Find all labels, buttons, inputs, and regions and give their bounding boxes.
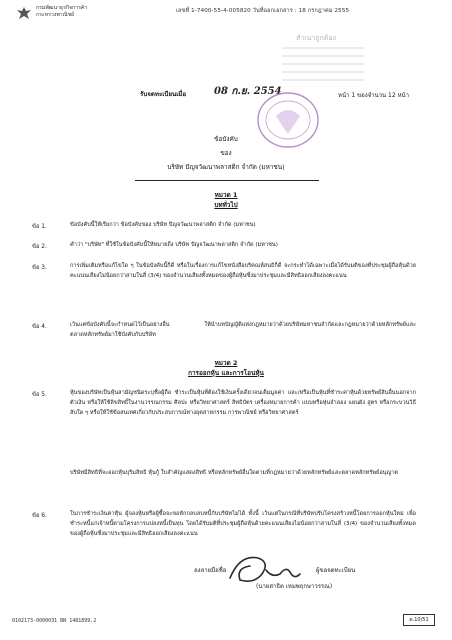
clause-text: เว้นแต่ข้อบังคับนี้จะกำหนดไว้เป็นอย่างอื่น ให้นำบทบัญญัติแห่งกฎหมายว่าด้วยบริษัทมหาชนจำกัดและกฎหมายว่าด้วยหลักทรัพย์และตลาดหลักทรัพย์มาใช้บังคับกับบริษัท (70, 322, 416, 338)
form-number-box: ต.10/51 (403, 614, 435, 626)
page-count: หน้า 1 ของจำนวน 12 หน้า (338, 92, 410, 99)
document-title: ข้อบังคับ (214, 135, 238, 143)
department-line2: กระทรวงพาณิชย์ (36, 12, 75, 18)
copy-stamp-text: สำเนาถูกต้อง (296, 34, 336, 42)
title-of: ของ (220, 149, 232, 157)
section2-subheading: การออกหุ้น และการโอนหุ้น (188, 369, 264, 377)
document-reference: เลขที่ 1-7400-55-4-005820 วันที่ออกเอกสาร : 18 กรกฎาคม 2555 (176, 8, 350, 14)
footer-code: 0102173-0000031 BN 1481899.2 (12, 618, 97, 624)
clause-text: การเพิ่มเติมหรือแก้ไขใด ๆ ในข้อบังคับนี้ก็ดี หรือในเรื่องการแก้ไขหนังสือบริคณห์สนธิก็ดี จะกระทำได้เฉพาะเมื่อได้รับมติของที่ประชุมผู้ถือหุ้นด้วยคะแนนเสียงไม่น้อยกว่าสามในสี่ (3/4) ของจำนวนเสียงทั้งหมดของผู้ถือหุ้นซึ่งมาประชุมและมีสิทธิออกเสียงลงคะแนน (70, 263, 416, 279)
registration-date: 08 ก.ย. 2554 (214, 86, 282, 97)
clause-text: หุ้นของบริษัทเป็นหุ้นสามัญชนิดระบุชื่อผู้ถือ ชำระเป็นหุ้นที่ต้องใช้เงินครั้งเดียวจนเต็มมูลค่า และ/หรือเป็นหุ้นที่ชำระค่าหุ้นด้วยทรัพย์สินอื่นนอกจากตัวเงิน หรือให้ใช้ลิขสิทธิ์ในงานวรรณกรรม ศิลปะ หรือวิทยาศาสตร์ สิทธิบัตร เครื่องหมายการค้า แบบหรือหุ่นจำลอง แผนผัง สูตร หรือกระบวนวิธีลับใด ๆ หรือให้ใช้ข้อสนเทศเกี่ยวกับประสบการณ์ทางอุตสาหกรรม การพาณิชย์ หรือวิทยาศาสตร์ (70, 390, 416, 416)
section1-subheading: บททั่วไป (214, 201, 238, 209)
clause-text: ข้อบังคับนี้ให้เรียกว่า ข้อบังคับของ บริษัท ปัญจวัฒนาพลาสติก จำกัด (มหาชน) (70, 222, 256, 228)
clause-text: คำว่า "บริษัท" ที่ใช้ในข้อบังคับนี้ให้หมายถึง บริษัท ปัญจวัฒนาพลาสติก จำกัด (มหาชน) (70, 242, 278, 248)
clause-number: ข้อ 4. (32, 324, 47, 330)
clause-number: ข้อ 1. (32, 224, 47, 230)
clause-number: ข้อ 6. (32, 513, 47, 519)
clause-text: ในการชำระเงินค่าหุ้น ผู้จองหุ้นหรือผู้ซื้อจะขอหักกลบลบหนี้กับบริษัทไม่ได้ ทั้งนี้ เว้นแต่ในกรณีที่บริษัทปรับโครงสร้างหนี้โดยการออกหุ้นใหม่ เพื่อชำระหนี้แก่เจ้าหนี้ตามโครงการแปลงหนี้เป็นทุน โดยได้รับมติที่ประชุมผู้ถือหุ้นด้วยคะแนนเสียงไม่น้อยกว่าสามในสี่ (3/4) ของจำนวนเสียงทั้งหมดของผู้ถือหุ้นซึ่งมาประชุมและมีสิทธิออกเสียงลงคะแนน (70, 511, 416, 537)
section1-heading: หมวด 1 (214, 191, 238, 199)
garuda-emblem-icon (16, 6, 32, 20)
clause-number: ข้อ 5. (32, 392, 47, 398)
copy-stamp (278, 26, 368, 86)
handwritten-signature-icon (0, 548, 452, 608)
signature-role: ผู้ขอจดทะเบียน (316, 567, 356, 574)
registration-label: รับจดทะเบียนเมื่อ (140, 91, 187, 98)
signatory-name: (นายสาธิต เหมพฤกษาวรรณ) (256, 583, 333, 590)
company-name: บริษัท ปัญจวัฒนาพลาสติก จำกัด (มหาชน) (167, 163, 285, 171)
department-name (36, 5, 87, 19)
divider (135, 180, 319, 181)
section2-heading: หมวด 2 (214, 359, 238, 367)
clause-extra-text: บริษัทมีสิทธิที่จะออกหุ้นบุริมสิทธิ หุ้นกู้ ใบสำคัญแสดงสิทธิ หรือหลักทรัพย์อื่นใดตามที่กฎหมายว่าด้วยหลักทรัพย์และตลาดหลักทรัพย์อนุญาต (70, 470, 399, 476)
department-line1: กรมพัฒนาธุรกิจการค้า (36, 5, 88, 11)
signature-label: ลงลายมือชื่อ (194, 567, 227, 574)
clause-number: ข้อ 3. (32, 265, 47, 271)
clause-number: ข้อ 2. (32, 244, 47, 250)
